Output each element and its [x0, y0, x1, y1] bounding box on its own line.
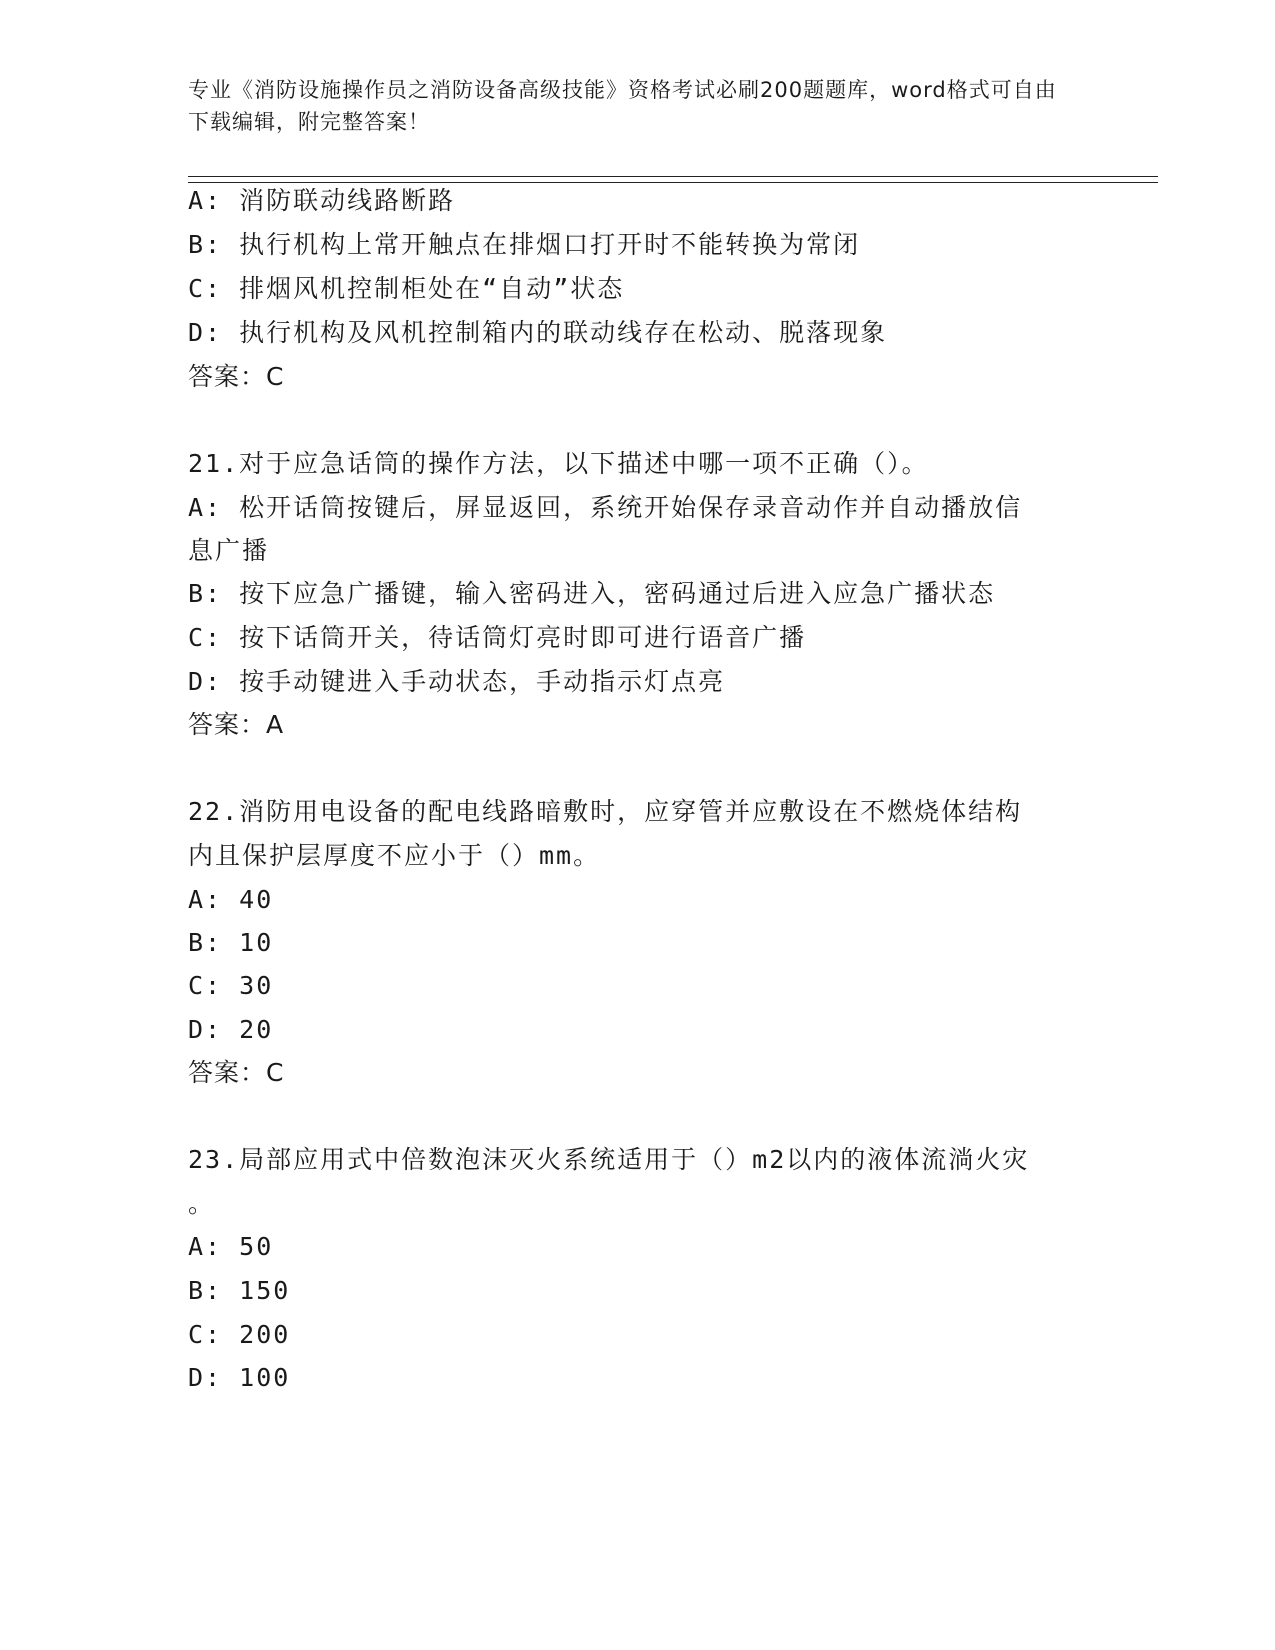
q21-option-b: B: 按下应急广播键，输入密码进入，密码通过后进入应急广播状态 — [188, 579, 996, 608]
q23-option-d: D: 100 — [188, 1363, 291, 1392]
document-header: 专业《消防设施操作员之消防设备高级技能》资格考试必刷200题题库，word格式可自由下载编辑，附完整答案！ — [188, 78, 1057, 134]
q21-option-d: D: 按手动键进入手动状态，手动指示灯点亮 — [188, 667, 726, 696]
q21-option-a-line1: A: 松开话筒按键后，屏显返回，系统开始保存录音动作并自动播放信 — [188, 493, 1023, 522]
q20-option-b: B: 执行机构上常开触点在排烟口打开时不能转换为常闭 — [188, 230, 861, 259]
header-divider-bottom — [188, 182, 1158, 183]
q23-option-b: B: 150 — [188, 1276, 291, 1305]
q21-option-a-line2: 息广播 — [188, 536, 270, 565]
q23-stem-line1: 23.局部应用式中倍数泡沫灭火系统适用于（）m2以内的液体流淌火灾 — [188, 1145, 1030, 1174]
q23-stem-line2: 。 — [188, 1189, 216, 1218]
q21-option-c: C: 按下话筒开关，待话筒灯亮时即可进行语音广播 — [188, 623, 807, 652]
header-divider-top — [188, 176, 1158, 177]
q20-answer: 答案：C — [188, 362, 285, 391]
q22-stem-line2: 内且保护层厚度不应小于（）mm。 — [188, 841, 601, 870]
q22-option-d: D: 20 — [188, 1015, 274, 1044]
q22-answer: 答案：C — [188, 1058, 285, 1087]
q20-option-a: A: 消防联动线路断路 — [188, 186, 456, 215]
q22-option-a: A: 40 — [188, 885, 274, 914]
q20-option-c: C: 排烟风机控制柜处在“自动”状态 — [188, 274, 625, 303]
q22-stem-line1: 22.消防用电设备的配电线路暗敷时，应穿管并应敷设在不燃烧体结构 — [188, 797, 1023, 826]
q20-option-d: D: 执行机构及风机控制箱内的联动线存在松动、脱落现象 — [188, 318, 888, 347]
q23-option-c: C: 200 — [188, 1320, 291, 1349]
q23-option-a: A: 50 — [188, 1232, 274, 1261]
q22-option-b: B: 10 — [188, 928, 274, 957]
q21-answer: 答案：A — [188, 710, 285, 739]
q21-stem: 21.对于应急话筒的操作方法，以下描述中哪一项不正确（）。 — [188, 449, 929, 478]
q22-option-c: C: 30 — [188, 971, 274, 1000]
